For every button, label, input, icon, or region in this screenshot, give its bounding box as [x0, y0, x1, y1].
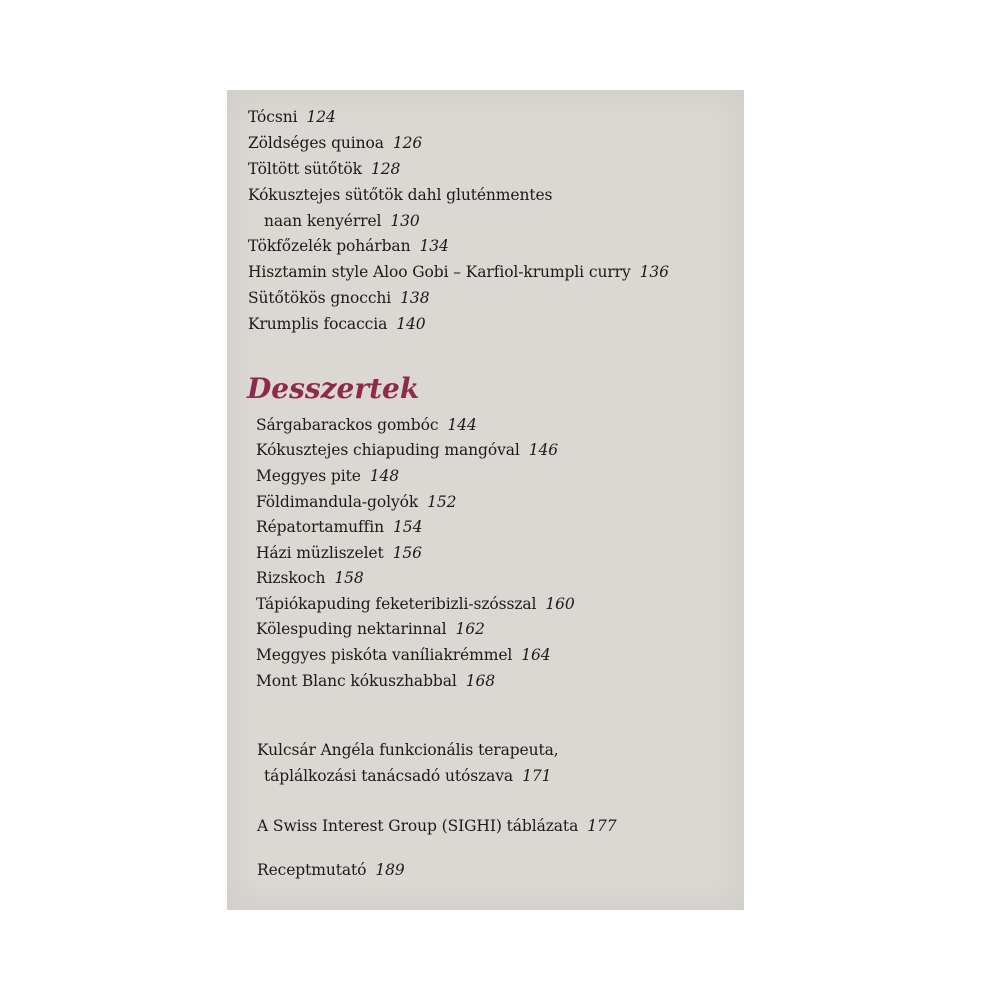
toc-entry [257, 861, 405, 879]
toc-entry [256, 416, 477, 434]
toc-entry-title: naan kenyérrel [264, 212, 382, 230]
toc-entry [256, 467, 399, 485]
toc-entry [256, 493, 456, 511]
toc-page-number: 126 [392, 134, 423, 152]
toc-page-number: 162 [455, 620, 485, 638]
toc-page-number: 158 [334, 569, 364, 587]
toc-entry [257, 817, 617, 835]
toc-entry-title: Házi müzliszelet [256, 544, 384, 562]
toc-page-number: 152 [427, 493, 457, 511]
toc-entry-title: Sárgabarackos gombóc [256, 416, 439, 434]
toc-entry [256, 544, 422, 562]
toc-entry-title: Krumplis focaccia [248, 315, 388, 333]
toc-page-number: 156 [392, 544, 422, 562]
toc-entry-title: Zöldséges quinoa [248, 134, 384, 152]
toc-entry-title: Sütőtökös gnocchi [248, 289, 392, 307]
toc-entry [256, 672, 495, 690]
toc-entry [248, 263, 669, 281]
toc-entry-title: Mont Blanc kókuszhabbal [256, 672, 457, 690]
toc-entry-title: Tápiókapuding feketeribizli-szósszal [256, 595, 537, 613]
toc-entry [256, 646, 551, 664]
toc-page-number: 177 [587, 817, 617, 835]
section-heading-desszertek: Desszertek [247, 372, 420, 405]
toc-entry-title: Tócsni [248, 108, 298, 126]
toc-entry [248, 186, 552, 204]
toc-entry-title: Receptmutató [257, 861, 367, 879]
toc-page-number: 164 [521, 646, 551, 664]
toc-entry-title: Kulcsár Angéla funkcionális terapeuta, [257, 741, 559, 759]
toc-entry [248, 315, 426, 333]
toc-page-number: 140 [396, 315, 426, 333]
toc-entry-title: Földimandula-golyók [256, 493, 419, 511]
toc-entry [248, 108, 336, 126]
toc-entry-title: táplálkozási tanácsadó utószava [264, 767, 514, 785]
toc-page-number: 136 [639, 263, 669, 281]
toc-entry-title: Répatortamuffin [256, 518, 385, 536]
toc-page-number: 128 [370, 160, 401, 178]
toc-entry-title: Kölespuding nektarinnal [256, 620, 447, 638]
toc-page-number: 144 [447, 416, 477, 434]
toc-entry-title: Tökfőzelék pohárban [248, 237, 411, 255]
toc-entry [264, 212, 420, 230]
book-page [227, 90, 744, 910]
toc-page-number: 171 [522, 767, 552, 785]
toc-page-number: 146 [528, 441, 559, 459]
toc-entry [256, 441, 558, 459]
toc-entry-title: Meggyes pite [256, 467, 361, 485]
toc-entry-title: Hisztamin style Aloo Gobi – Karfiol-krumpli curry [248, 263, 631, 281]
toc-entry-title: Meggyes piskóta vaníliakrémmel [256, 646, 513, 664]
toc-page-number: 138 [400, 289, 430, 307]
toc-entry [256, 518, 422, 536]
toc-entry [256, 595, 575, 613]
toc-entry-title: Töltött sütőtök [248, 160, 362, 178]
toc-page-number: 134 [419, 237, 449, 255]
toc-entry [257, 741, 559, 759]
toc-page-number: 154 [393, 518, 423, 536]
toc-entry-title: Kókusztejes sütőtök dahl gluténmentes [248, 186, 553, 204]
toc-page-number: 168 [465, 672, 496, 690]
toc-entry-title: Kókusztejes chiapuding mangóval [256, 441, 520, 459]
toc-entry-title: Rizskoch [256, 569, 326, 587]
toc-entry [264, 767, 551, 785]
toc-entry [248, 134, 422, 152]
toc-entry [256, 569, 364, 587]
toc-page-number: 148 [369, 467, 400, 485]
toc-entry [248, 160, 400, 178]
toc-entry [248, 289, 429, 307]
toc-page-number: 130 [390, 212, 420, 230]
toc-entry [256, 620, 485, 638]
toc-page-number: 189 [375, 861, 405, 879]
toc-page-number: 124 [306, 108, 336, 126]
toc-entry [248, 237, 449, 255]
toc-entry-title: A Swiss Interest Group (SIGHI) táblázata [257, 817, 579, 835]
toc-page-number: 160 [545, 595, 575, 613]
